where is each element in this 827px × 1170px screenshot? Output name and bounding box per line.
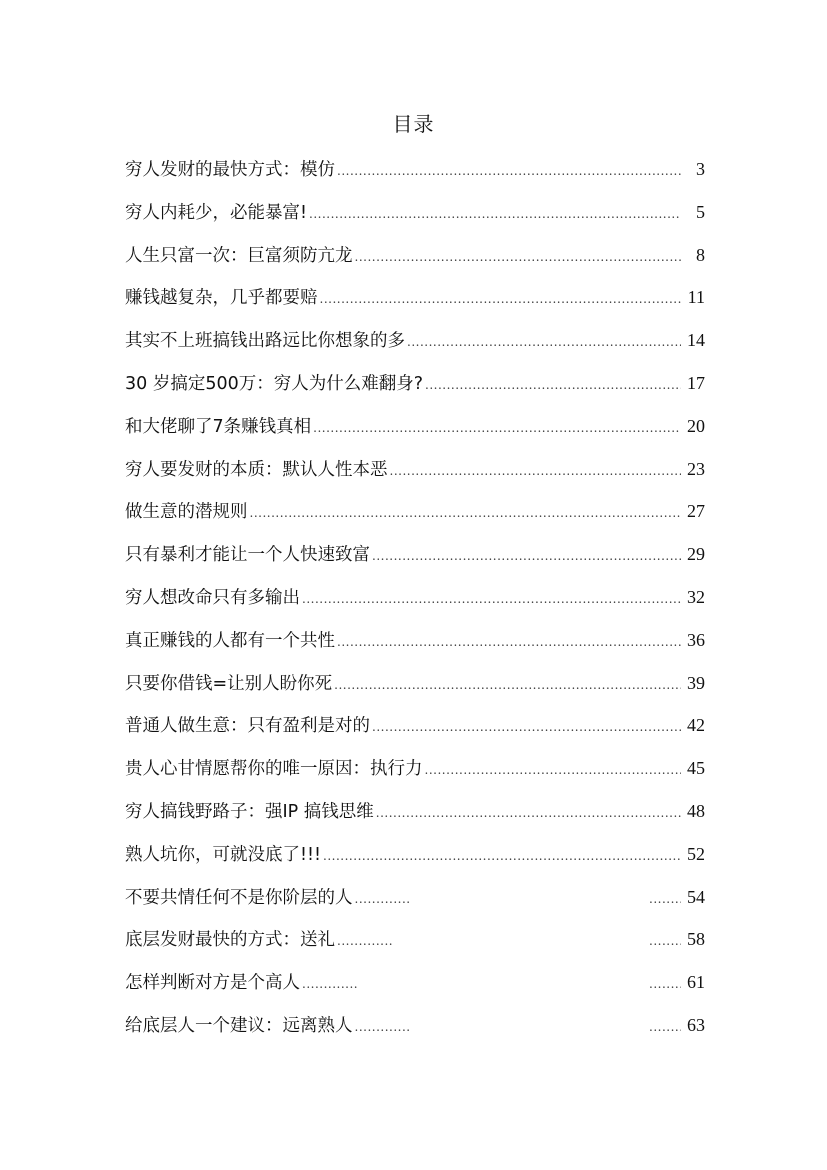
toc-page-number: 63 (687, 1014, 705, 1035)
dot-leader (407, 321, 681, 364)
toc-page-number: 20 (687, 415, 705, 436)
toc-page-number: 14 (687, 330, 705, 351)
dot-leader (250, 492, 682, 535)
toc-page-number: 23 (687, 458, 705, 479)
toc-entry-title: 人生只富一次：巨富须防亢龙 (125, 245, 353, 266)
toc-entry-title: 穷人发财的最快方式：模仿 (125, 160, 335, 180)
toc-page-number: 8 (696, 244, 705, 265)
dot-leader (390, 450, 682, 493)
toc-page-number: 58 (687, 929, 705, 950)
toc-entry-title: 贵人心甘情愿帮你的唯一原因：执行力 (125, 759, 423, 780)
toc-page-number: 3 (696, 159, 705, 179)
toc-entry-title: 真正赚钱的人都有一个共性 (125, 630, 335, 651)
toc-entry[interactable] (125, 1004, 705, 1047)
toc-list (125, 148, 705, 1047)
toc-entry-title: 熟人坑你，可就没底了!!! (125, 844, 322, 865)
toc-entry-title: 穷人搞钱野路子：强IP 搞钱思维 (125, 801, 374, 822)
toc-entry-title: 30 岁搞定500万：穷人为什么难翻身? (125, 373, 424, 394)
toc-entry-title: 给底层人一个建议：远离熟人 (125, 1015, 353, 1036)
dot-leader (355, 1006, 411, 1049)
dot-leader (372, 535, 681, 578)
toc-entry[interactable] (125, 276, 705, 319)
toc-entry-title: 底层发财最快的方式：送礼 (125, 930, 335, 951)
dot-leader (649, 878, 681, 921)
dot-leader (313, 407, 681, 450)
dot-leader (649, 963, 681, 1006)
toc-entry[interactable] (125, 362, 705, 405)
toc-entry[interactable] (125, 405, 705, 448)
toc-entry[interactable] (125, 833, 705, 876)
toc-page-number: 48 (687, 800, 705, 821)
toc-entry[interactable] (125, 148, 705, 191)
dot-leader (649, 1006, 681, 1049)
dot-leader (425, 749, 682, 792)
toc-entry[interactable] (125, 961, 705, 1004)
toc-entry[interactable] (125, 662, 705, 705)
toc-entry[interactable] (125, 448, 705, 491)
toc-entry-title: 赚钱越复杂，几乎都要赔 (125, 288, 318, 309)
dot-leader (320, 278, 682, 321)
toc-page-number: 5 (696, 201, 705, 222)
toc-page-number: 36 (687, 629, 705, 650)
toc-page-number: 42 (687, 715, 705, 736)
dot-leader (337, 150, 681, 193)
toc-entry-title: 和大佬聊了7条赚钱真相 (125, 416, 312, 437)
dot-leader (337, 920, 393, 963)
toc-entry[interactable] (125, 234, 705, 277)
toc-page-number: 29 (687, 544, 705, 565)
toc-entry-title: 其实不上班搞钱出路远比你想象的多 (125, 331, 405, 352)
toc-page-number: 52 (687, 843, 705, 864)
toc-page-number: 11 (687, 287, 705, 308)
dot-leader (376, 792, 681, 835)
toc-entry-title: 只要你借钱=让别人盼你死 (125, 673, 333, 694)
dot-leader (337, 621, 681, 664)
toc-entry[interactable] (125, 319, 705, 362)
toc-entry[interactable] (125, 747, 705, 790)
dot-leader (302, 578, 681, 621)
toc-entry-title: 只有暴利才能让一个人快速致富 (125, 545, 370, 566)
toc-entry[interactable] (125, 191, 705, 234)
dot-leader (323, 835, 681, 878)
toc-entry-title: 穷人内耗少，必能暴富! (125, 202, 308, 223)
toc-page-number: 17 (687, 372, 705, 393)
dot-leader (649, 920, 681, 963)
dot-leader (302, 963, 358, 1006)
toc-entry[interactable] (125, 790, 705, 833)
dot-leader (309, 193, 681, 236)
toc-entry-title: 怎样判断对方是个高人 (125, 973, 300, 994)
dot-leader (334, 664, 681, 707)
toc-page-number: 32 (687, 586, 705, 607)
toc-entry-title: 不要共情任何不是你阶层的人 (125, 887, 353, 908)
toc-entry-title: 穷人要发财的本质：默认人性本恶 (125, 459, 388, 480)
toc-entry[interactable] (125, 490, 705, 533)
toc-title: 目录 (392, 112, 435, 136)
dot-leader (355, 878, 411, 921)
toc-page-number: 45 (687, 758, 705, 779)
toc-page-number: 54 (687, 886, 705, 907)
toc-entry[interactable] (125, 533, 705, 576)
toc-entry-title: 普通人做生意：只有盈利是对的 (125, 716, 370, 737)
toc-page-number: 39 (687, 672, 705, 693)
toc-entry-title: 做生意的潜规则 (125, 502, 248, 523)
toc-entry[interactable] (125, 576, 705, 619)
dot-leader (372, 706, 681, 749)
toc-page-number: 61 (687, 972, 705, 993)
dot-leader (425, 364, 681, 407)
toc-entry[interactable] (125, 619, 705, 662)
toc-entry-title: 穷人想改命只有多输出 (125, 587, 300, 608)
dot-leader (355, 236, 682, 279)
toc-entry[interactable] (125, 876, 705, 919)
toc-entry[interactable] (125, 918, 705, 961)
toc-page-number: 27 (687, 501, 705, 522)
toc-entry[interactable] (125, 704, 705, 747)
